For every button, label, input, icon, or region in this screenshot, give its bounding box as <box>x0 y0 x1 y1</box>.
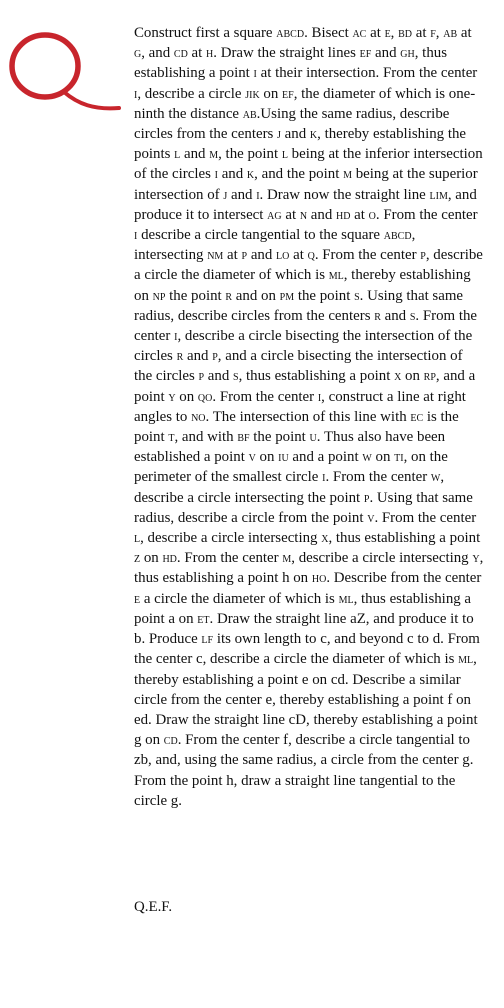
point-label: i <box>134 85 138 102</box>
point-label: v <box>367 509 375 526</box>
point-label: qo <box>197 388 213 405</box>
point-label: v <box>248 449 256 466</box>
point-label: i <box>253 65 257 82</box>
point-label: hd <box>162 550 177 567</box>
point-label: jik <box>245 85 260 102</box>
point-label: l <box>174 146 181 163</box>
point-label: abcd <box>383 227 412 244</box>
point-label: cd <box>173 45 188 62</box>
point-label: s <box>233 368 239 385</box>
point-label: p <box>420 247 426 264</box>
point-label: o <box>368 206 376 223</box>
point-label: ec <box>410 408 424 425</box>
point-label: bd <box>398 25 413 41</box>
point-label: l <box>281 146 288 163</box>
point-label: m <box>343 166 352 183</box>
point-label: i <box>322 469 326 486</box>
point-label: f <box>430 25 436 41</box>
point-label: et <box>197 610 210 627</box>
point-label: p <box>198 368 205 385</box>
point-label: x <box>394 368 402 385</box>
point-label: g <box>134 45 142 62</box>
point-label: t <box>168 429 175 446</box>
drop-cap-q <box>4 30 122 114</box>
point-label: np <box>152 287 166 304</box>
point-label: i <box>174 328 178 345</box>
point-label: i <box>214 166 218 183</box>
point-label: i <box>134 227 138 244</box>
point-label: lf <box>201 631 214 648</box>
point-label: no <box>191 408 206 425</box>
point-label: e <box>384 25 391 41</box>
point-label: ab <box>443 25 458 41</box>
point-label: k <box>309 126 318 143</box>
point-label: p <box>241 247 248 264</box>
point-label: ti <box>394 449 404 466</box>
point-label: u <box>309 429 317 446</box>
point-label: gh <box>400 45 415 62</box>
point-label: e <box>134 590 141 607</box>
point-label: x <box>321 530 329 547</box>
point-label: ef <box>282 85 294 102</box>
point-label: j <box>277 126 281 143</box>
point-label: i <box>256 186 260 203</box>
point-label: p <box>212 348 218 365</box>
point-label: j <box>223 186 228 203</box>
point-label: p <box>363 489 370 506</box>
point-label: ac <box>352 25 367 41</box>
point-label: r <box>176 348 184 365</box>
point-label: l <box>134 530 141 547</box>
point-label: hd <box>336 206 351 223</box>
point-label: rp <box>423 368 436 385</box>
point-label: w <box>362 449 372 466</box>
point-label: z <box>134 550 141 567</box>
point-label: h <box>206 45 214 62</box>
point-label: n <box>299 206 308 223</box>
point-label: lim <box>429 186 448 203</box>
point-label: ab <box>242 105 257 122</box>
point-label: r <box>225 287 233 304</box>
point-label: abcd <box>276 25 305 41</box>
point-label: cd <box>163 732 178 749</box>
body-text: Construct first a square abcd. Bisect ac at e, bd at f, ab at g, and cd at h. Draw the straight lines ef and gh, thus establishing a point i at their intersection. From the center i, describe a circle jik on ef, the diameter of which is one-ninth the distance ab.Using the same radius, describe circles from the centers j and k, thereby establishing the points l and m, the point l being at the inferior intersection of the circles i and k, and the point m being at the superior intersection of j and i. Draw now the straight line lim, and produce it to intersect ag at n and hd at o. From the center i describe a circle tangential to the square abcd, intersecting nm at p and lo at q. From the center p, describe a circle the diameter of which is ml, thereby establishing on np the point r and on pm the point s. Using that same radius, describe circles from the centers r and s. From the center i, describe a circle bisecting the intersection of the circles r and p, and a circle bisecting the intersection of the circles p and s, thus establishing a point x on rp, and a point y on qo. From the center i, construct a line at right angles to no. The intersection of this line with ec is the point t, and with bf the point u. Thus also have been established a point v on iu and a point w on ti, on the perimeter of the smallest circle i. From the center w, describe a circle intersecting the point p. Using that same radius, describe a circle from the point v. From the center l, describe a circle intersecting x, thus establishing a point z on hd. From the center m, describe a circle intersecting y, thus establishing a point h on ho. Describe from the center e a circle the diameter of which is ml, thus establishing a point a on et. Draw the straight line aZ, and produce it to b. Produce lf its own length to c, and beyond c to d. From the center c, describe a circle the diameter of which is ml, thereby establishing a point e on cd. Describe a similar circle from the center e, thereby establishing a point f on ed. Draw the straight line cD, thereby establishing a point g on cd. From the center f, describe a circle tangential to zb, and, using the same radius, a circle from the center g. From the point h, draw a straight line tangential to the circle g. <box>134 25 484 809</box>
point-label: pm <box>279 287 295 304</box>
point-label: ml <box>458 651 474 668</box>
point-label: m <box>282 550 292 567</box>
point-label: y <box>168 388 176 405</box>
point-label: lo <box>276 247 290 264</box>
point-label: w <box>430 469 441 486</box>
point-label: y <box>472 550 480 567</box>
point-label: ef <box>359 45 372 62</box>
point-label: r <box>374 307 381 324</box>
point-label: s <box>354 287 360 304</box>
point-label: iu <box>278 449 289 466</box>
point-label: s <box>409 307 416 324</box>
point-label: nm <box>207 247 224 264</box>
closing-qef: Q.E.F. <box>134 899 173 915</box>
point-label: ag <box>267 206 282 223</box>
point-label: ho <box>311 570 327 587</box>
point-label: k <box>246 166 255 183</box>
point-label: bf <box>237 429 250 446</box>
point-label: ml <box>338 590 354 607</box>
point-label: m <box>209 146 219 163</box>
point-label: i <box>317 388 322 405</box>
point-label: q <box>307 247 315 264</box>
point-label: ml <box>328 267 344 284</box>
